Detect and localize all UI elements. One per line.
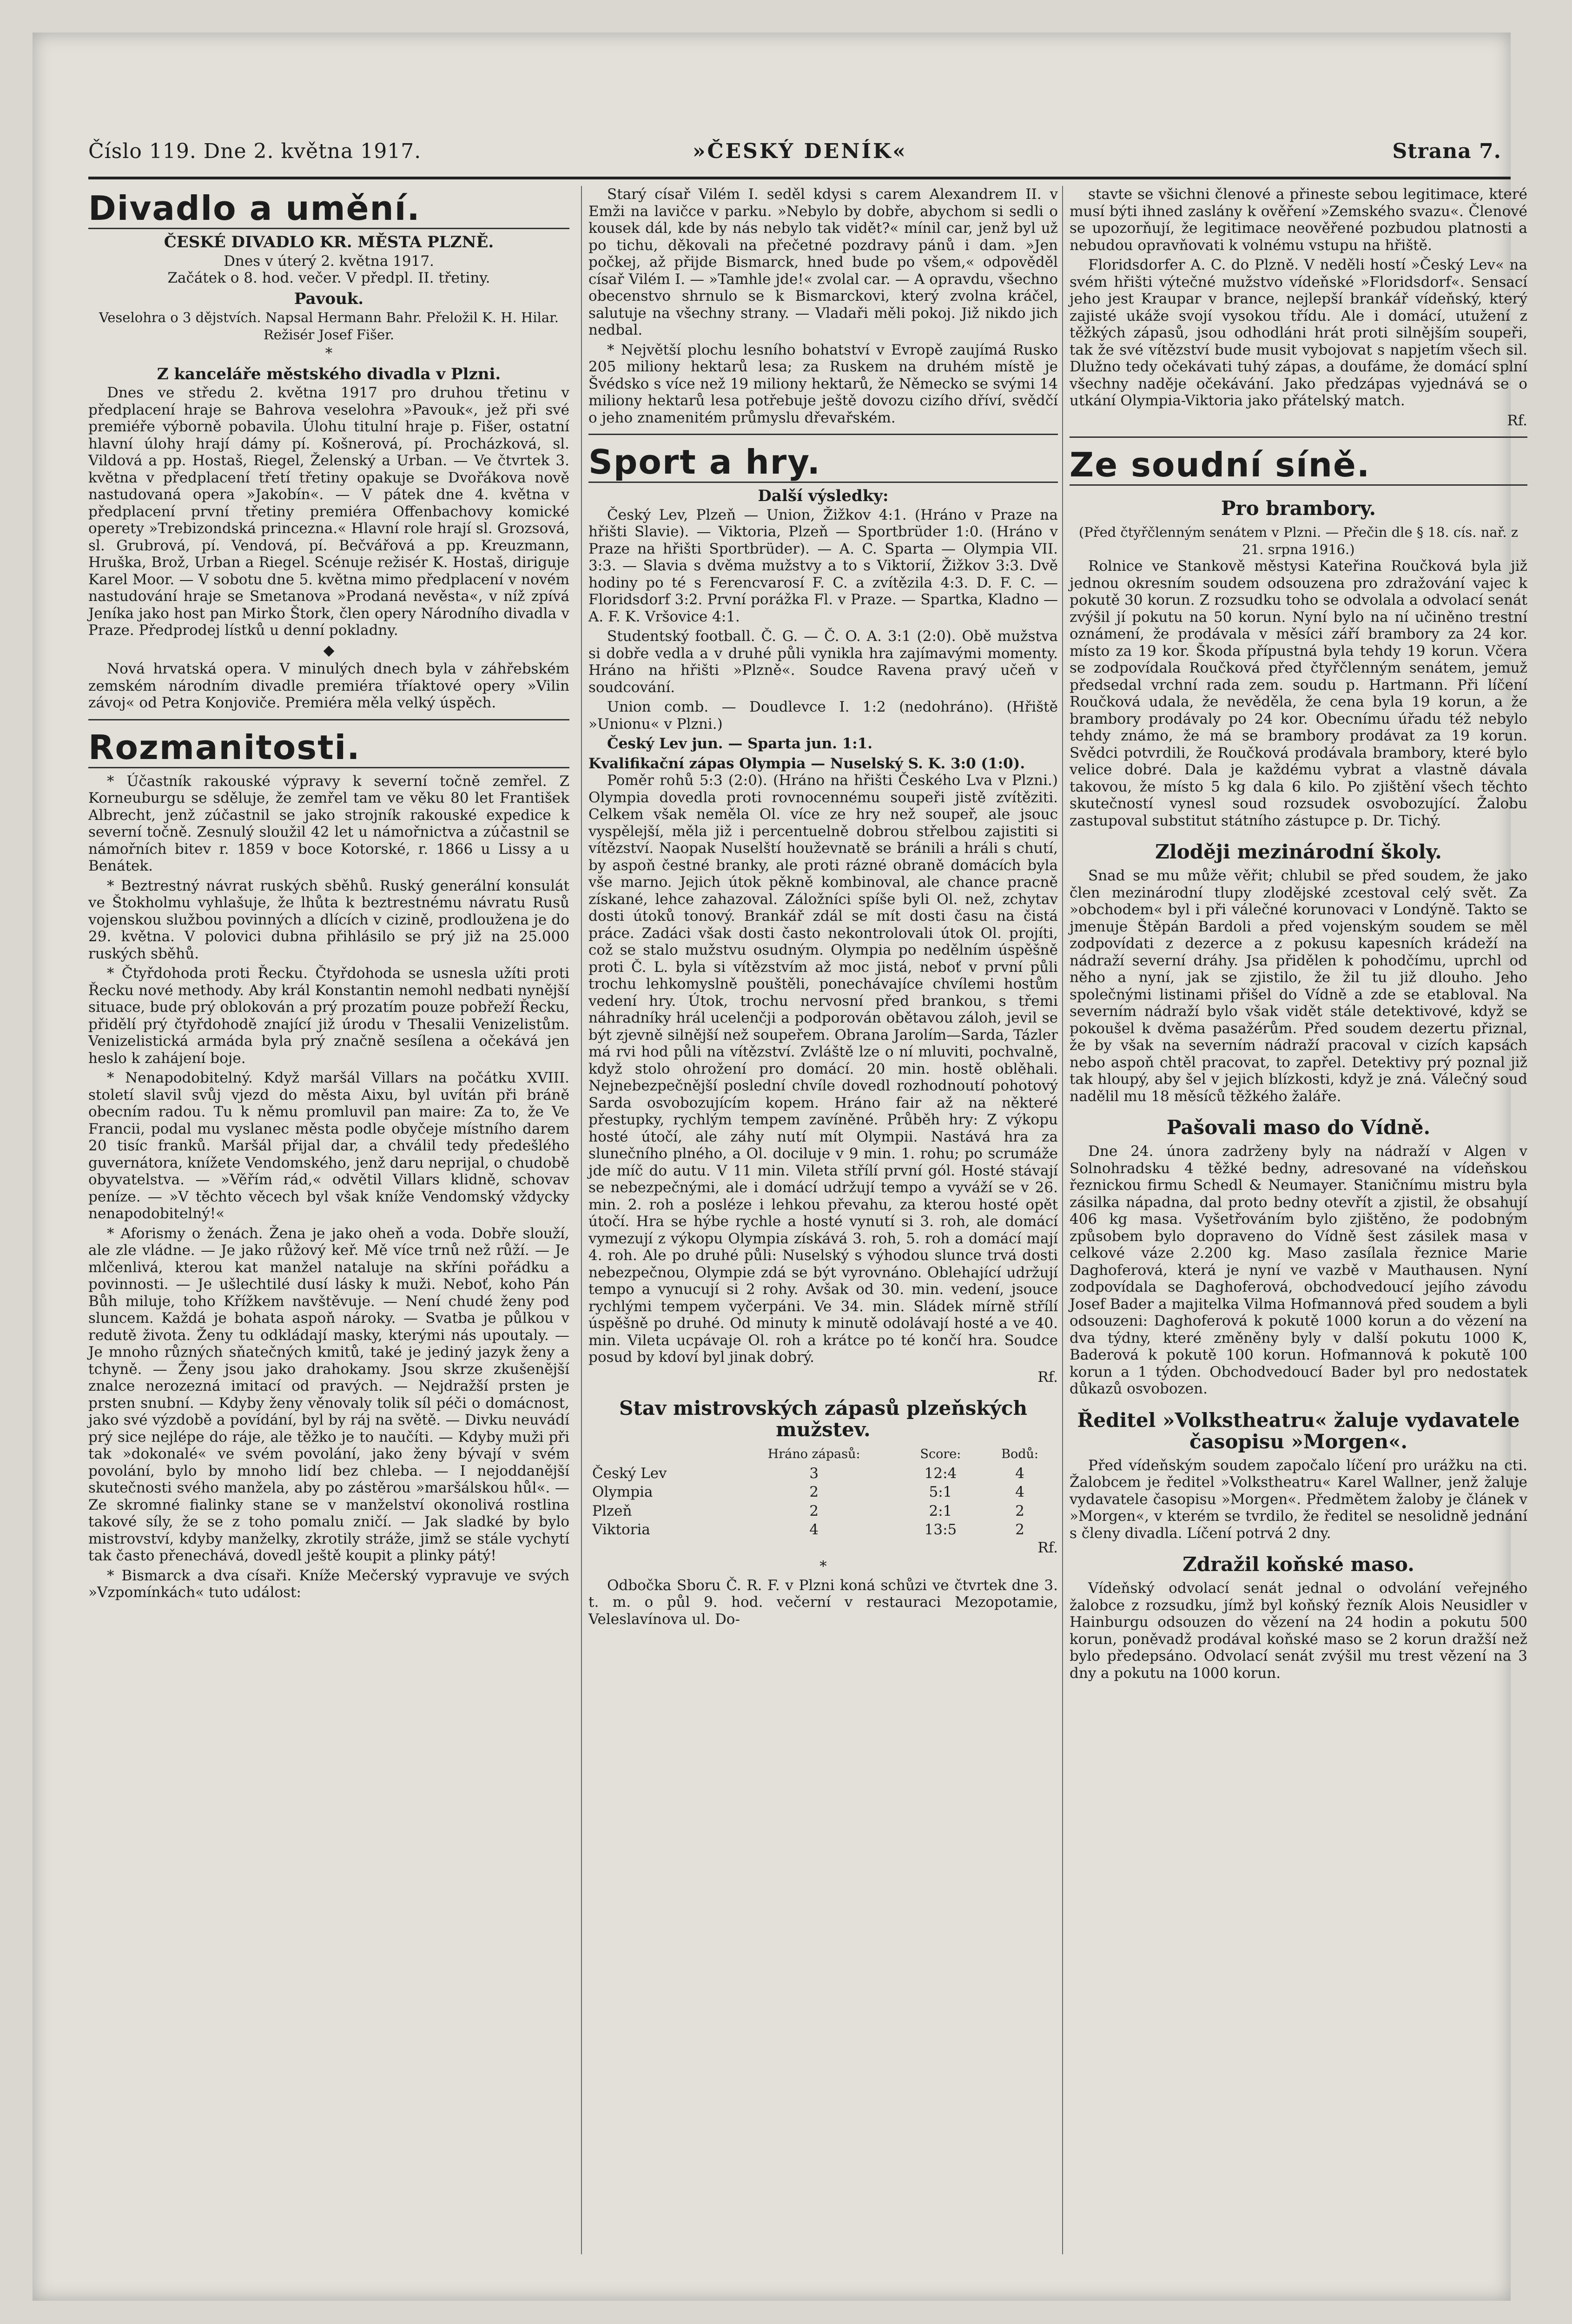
newspaper-title: »ČESKÝ DENÍK« [693,139,907,163]
issue-info: Číslo 119. Dne 2. května 1917. [88,139,422,163]
table-row [588,1502,1058,1521]
match-heading: Kvalifikační zápas Olympia — Nuselský S. K. 3:0 (1:0). [588,755,1025,772]
section-heading-theatre: Divadlo a umění. [88,189,569,229]
divider [1070,436,1527,438]
opera-text: Nová hrvatská opera. V minulých dnech byla v záhřebském zemském národním divadle premiéra tříaktové opery »Vilin závoj« od Petra Konjoviče. Premiéra měla velký úspěch. [88,660,569,711]
article-subheading: (Před čtyřčlenným senátem v Plzni. — Přečin dle § 18. cís. nař. z 21. srpna 1916.) [1078,524,1519,557]
section-heading-misc: Rozmanitosti. [88,728,569,768]
column-2 [581,186,1058,2254]
continued-text: Starý císař Vilém I. seděl kdysi s carem Alexandrem II. v Emži na lavičce v parku. »Nebylo by dobře, abychom si sedli o kousek dál, kde by nás nebylo tak vidět?« mínil car, jenž byl už po tichu, děkovali na přečetné pozdravy pánů i dam. »Jen počkej, až přijde Bismarck, hned bude po všem,« odpověděl císař Vilém I. — »Tamhle jde!« zvolal car. — A opravdu, všechno obecenstvo shrnulo se k Bismarckovi, který zvolna kráčel, salutuje na všechny strany. — Vladaři měli pokoj. Již nikdo jich nedbal. [588,186,1058,338]
score: 2:1 [929,1502,952,1519]
theatre-subheading: ČESKÉ DIVADLO KR. MĚSTA PLZNĚ. [164,233,494,251]
column-1 [88,186,569,2254]
misc-item: * Beztrestný návrat ruských sběhů. Ruský generální konsulát ve Štokholmu vyhlašuje, že lhůta k beztrestnému návratu Rusů vojenskou službou povinných a dlících v cizině, prodloužena je do 29. května. V polovici dubna přihlásilo se prý již na 25.000 ruských sběhů. [88,877,569,962]
separator-star: * [325,345,333,362]
column-header: Score: [920,1447,961,1461]
play-title: Pavouk. [294,289,364,308]
column-header [588,1445,729,1464]
play-credits: Veselohra o 3 dějstvích. Napsal Hermann Bahr. Přeložil K. H. Hilar. Režisér Josef Fišer. [99,310,559,343]
points: 4 [1015,1484,1024,1500]
games-played: 4 [809,1521,819,1538]
signature: Rf. [1507,412,1527,429]
section-heading-court: Ze soudní síně. [1070,445,1527,486]
masthead [88,125,1511,179]
table-row [588,1464,1058,1483]
separator-star: * [819,1558,827,1575]
article-heading: Zdražil koňské maso. [1182,1553,1414,1576]
standings-heading: Stav mistrovských zápasů plzeňských mužstev. [619,1397,1027,1441]
article-heading: Pro brambory. [1221,497,1376,520]
match-report: Poměr rohů 5:3 (2:0). (Hráno na hřišti Českého Lva v Plzni.) Olympia dovedla proti rovnocennému soupeři jistě zvítěziti. Celkem však neměla Ol. více ze hry než soupeř, ale jsouc vyspělejší, měla již i percentuelně dobrou střelbou zajistiti si vítězství. Naopak Nuselští houževnatě se bránili a hráli s chutí, by aspoň čestné branky, ale proti rázné obraně domácích byla vše marno. Jejich útok pěkně kombinoval, ale chance pracně získané, lehce zahazoval. Záložníci spíše byli Ol. než, zchytav dosti útoků tonový. Brankář zdál se mít dosti času na čistá práce. Zadáci však dosti často nekontrolovali útok Ol. projíti, což se stalo mužstvu osudným. Olympia po nedělním úspěšně proti Č. L. byla si vítězstvím až moc jistá, neboť v první půli trochu lehkomyslně pouštěli, ponechávajíce chvílemi hostům vedení hry. Útok, trochu nervosní před brankou, s třemi náhradníky hrál ucelenčji a podporován obětavou záloh, jevil se být zjevně silnější než soupeřem. Obrana Jarolím—Sarda, Tázler má rvi hod půli na vítězství. Zvláště lze o ní mluviti, pochvalně, když stolo ohrožení pro domácí. 20 min. hostě oblěhali. Nejnebezpečnější poslední chvíle dovedl rozhodnoutí pohotový Sarda osvobozujícím kopem. Hráno fair až na některé přestupky, rychlým tempem zavíněné. Průběh hry: Z výkopu hosté útočí, ale záhy nutí mít Olympii. Nastává hra za slunečního plného, a Ol. dociluje v 9 min. 1. rohu; po scrumáže jde míč do autu. V 11 min. Vileta střílí první gól. Hosté stávají se nebezpečnými, ale i domácí udržují tempo a vyváží se v 26. min. 2. roh a posléze i lehkou převahu, za kterou hosté opět útočí. Hra se hýbe rychle a hosté vynutí si 3. roh, ale domácí vymezují z výkopu Olympia získává 3. roh, 5. roh a domácí mají 4. roh. Ale po druhé půli: Nuselský s výhodou slunce trvá dosti nebezpečnou, Olympie zdá se být vyrovnáno. Oblehající udržují tempo a vynucují si 2 rohy. Avšak od 30. min. vedení, jsouce rychlými tempem vyčerpáni. Ve 34. min. Sládek mírně střílí úspěšně po druhé. Od minuty k minutě odolávají hosté a ve 40. min. Vileta ucpávaje Ol. roh a krátce po té končí hra. Soudce posud by kdoví byl jinak dobrý. [588,772,1058,1366]
points: 2 [1015,1521,1024,1538]
misc-item: * Účastník rakouské výpravy k severní točně zemřel. Z Korneuburgu se sděluje, že zemřel tam ve věku 80 let František Albrecht, jenž zúčastnil se jako strojník rakouské expedice k severní točně. Zesnulý sloužil 42 let u námořnictva a zúčastnil se námořních bitev r. 1859 v boce Kotorské, r. 1866 u Lissy a u Benátek. [88,772,569,874]
separator-star: ◆ [323,641,335,659]
signature: Rf. [1037,1539,1058,1556]
signature: Rf. [1037,1368,1058,1386]
team-name: Plzeň [592,1502,632,1519]
games-played: 2 [809,1484,819,1500]
continued-text: stavte se všichni členové a přineste sebou legitimace, které musí býti ihned zaslány k ověření »Zemského svazu«. Členové se upozorňují, že legitimace neověřené pozbudou platnosti a nebudou opravňovati k volnému vstupu na hřiště. [1070,186,1527,254]
score: 12:4 [924,1465,957,1482]
misc-item: * Nenapodobitelný. Když maršál Villars na počátku XVIII. století slavil svůj vjezd do města Aixu, byl uvítán při bráně obecním radou. Tu k němu promluvil pan maire: Za to, že Ve Francii, podal mu vyslanec města podle obyčeje místního darem 20 tisíc franků. Maršál přijal dar, a chválil tedy předešlého guvernátora, knížete Vendomského, jenž daru neprijal, o chudobě obyvatelstva. — »Věřím rád,« odvětil Villars klidně, schovav peníze. — »V těchto věcech byl však kníže Vendomský vždycky nenapodobitelný!« [88,1070,569,1222]
section-heading-sport: Sport a hry. [588,442,1058,483]
misc-item: * Aforismy o ženách. Žena je jako oheň a voda. Dobře slouží, ale zle vládne. — Je jako růžový keř. Mě více trnů než růží. — Je mlčenlivá, kterou kat manžel nataluje na skříni pořádku a povinnosti. — Je ušlechtilé dusí lásky k muži. Neboť, koho Pán Bůh miluje, toho Křížkem navštěvuje. — Není chudé ženy pod sluncem. Každá je bohata aspoň nároky. — Svatba je půlkou v redutě života. Ženy tu odkládají masky, kterými nás upoutaly. — Je mnoho různých sňatečných kmitů, také je jediný jazyk ženy a tchyně. — Ženy jsou jako drahokamy. Jsou skrze zkušenější znalce nerozezná imitací od pravých. — Nejdražší prsten je prsten snubní. — Kdyby ženy věnovaly tolik síl péči o domácnost, jako své výzdobě a povídání, byl by ráj na světě. — Divku neuvádí prý sice nejlépe do ráje, ale těžko je to naučíti. — Kdyby muži při tak »dokonalé« ve svém povolání, jako ženy bývají v svém povolání, bylo by mnoho lidí bez chleba. — I nejoddanější skutečnosti svého manžela, aby po zástěrou »maršálskou hůl«. — Ze skromné fialinky stane se v manželství okonolivá rostlina takové síly, že se z toho pomalu zničí. — Jak sladké by bylo mistrovství, kdyby manželky, zkrotily stráže, jimž se stále vychytí tak často přenechává, dovedl ještě koupit a plinky pátý! [88,1225,569,1564]
results-text: Český Lev, Plzeň — Union, Žižkov 4:1. (Hráno v Praze na hřišti Slavie). — Viktoria, Plzeň — Sportbrüder 1:0. (Hráno v Praze na hřišti Sportbrüder). — A. C. Sparta — Olympia VII. 3:3. — Slavia s dvěma mužstvy a to s Viktorií, Žižkov 3:3. Dvě hodiny po té s Ferencvarosí F. C. a zvítězila 4:3. D. F. C. — Floridsdorf 3:2. První porážka Fl. v Praze. — Spartka, Kladno — A. F. K. Vršovice 4:1. [588,506,1058,625]
team-name: Olympia [592,1484,653,1500]
score: 5:1 [929,1484,952,1500]
article-text: Snad se mu může věřit; chlubil se před soudem, že jako člen mezinárodní tlupy zlodějské zcestoval celý svět. Za »obchodem« byl i při válečné korunovaci v Londýně. Takto se jmenuje Štěpán Bardoli a před vojenským soudem se měl zodpovídati z dezerce a z pokusu kapesních krádeží na nádraží severní dráhy. Jsa přidělen k pohodčímu, uprchl od něho a nyní, jak se zjistilo, že žil tu již dlouho. Jeho společnými listinami přišel do Vídně a zde se etabloval. Na severním nádraží bylo však vidět stále detektivové, když se pokoušel k dvěma pasažérům. Před soudem dezertu přiznal, že by však na severním nádraží pracoval v cizích kapsách nebo aspoň chtěl pracovat, to zapřel. Detektivy prý poznal již tak hloupý, aby šel v jejich blízkosti, když je zná. Válečný soud nadělil mu 18 měsíců těžkého žaláře. [1070,867,1527,1105]
theatre-time: Začátek o 8. hod. večer. V předpl. II. třetiny. [167,270,490,286]
match-report: Union comb. — Doudlevce I. 1:2 (nedohráno). (Hřiště »Unionu« v Plzni.) [588,699,1058,733]
table-header-row [588,1445,1058,1464]
office-heading: Z kanceláře městského divadla v Plzni. [157,364,501,383]
score: 13:5 [924,1521,957,1538]
team-name: Český Lev [592,1465,667,1482]
match-report: Studentský football. Č. G. — Č. O. A. 3:1 (2:0). Obě mužstva si dobře vedla a v druhé půli vynikla hra zajímavými momenty. Hráno na hřišti »Plzně«. Soudce Ravena pravý učeň v soudcování. [588,628,1058,696]
page-number: Strana 7. [1392,139,1501,163]
match-report: Český Lev jun. — Sparta jun. 1:1. [607,735,873,752]
office-text: Dnes ve středu 2. května 1917 pro druhou třetinu v předplacení hraje se Bahrova veselohra »Pavouk«, jež při své premiéře výborně pobavila. Úlohu titulní hraje p. Fišer, ostatní hlavní úlohy hrají dámy pí. Košnerová, pí. Procházková, sl. Vildová a pp. Hostaš, Riegel, Želenský a Urban. — Ve čtvrtek 3. května v předplacení třetí třetiny opakuje se Dvořákova nově nastudovaná opera »Jakobín«. — V pátek dne 4. května v předplacení první třetiny premiéra Offenbachovy komické operety »Trebizondská princezna.« Hlavní role hrají sl. Grozsová, sl. Grubrová, pí. Vendová, pí. Bečvářová a pp. Kreuzmann, Hruška, Brož, Urban a Riegel. Scénuje režisér K. Hostaš, diriguje Karel Moor. — V sobotu dne 5. května mimo předplacení v novém nastudování hraje se Smetanova »Prodaná nevěsta«, v níž zpívá Jeníka jako host pan Mirko Štork, člen opery Národního divadla v Praze. Předprodej lístků u denní pokladny. [88,384,569,639]
divider [88,719,569,720]
table-row [588,1520,1058,1539]
points: 4 [1015,1465,1024,1482]
misc-item: * Čtyřdohoda proti Řecku. Čtyřdohoda se usnesla užíti proti Řecku nové methody. Aby král Konstantin nemohl nedbati nynější situace, bude prý oblokován a prý prozatím pouze pobřeží Řecku, přidělí prý čtyřdohodě znající již úrodu v Thesalii Venizelistům. Venizelistická armáda byla prý značně sesílena a očekává jen heslo k zahájení boje. [88,965,569,1067]
results-heading: Další výsledky: [758,487,889,505]
newspaper-page [33,33,1527,2301]
forest-text: * Největší plochu lesního bohatství v Evropě zaujímá Rusko 205 miliony hektarů lesa; za Ruskem na druhém místě je Švédsko s více než 19 miliony hektarů, že Německo se svými 14 miliony hektarů lesa potřebuje ještě dovozu cizího dříví, svědčí o jeho znamenitém průmyslu dřevařském. [588,341,1058,426]
games-played: 3 [809,1465,819,1482]
team-name: Viktoria [592,1521,650,1538]
article-text: Před vídeňským soudem započalo líčení pro urážku na cti. Žalobcem je ředitel »Volkstheatru« Karel Wallner, jenž žaluje vydavatele časopisu »Morgen«. Předmětem žaloby je článek v »Morgen«, v kterém se tvrdilo, že ředitel se nesolidně jednání s členy divadla. Líčení potrvá 2 dny. [1070,1457,1527,1542]
floridsdorfer-text: Floridsdorfer A. C. do Plzně. V neděli hostí »Český Lev« na svém hřišti výtečné mužstvo vídeňské »Floridsdorf«. Sensací jeho jest Kraupar v brance, nejlepší brankář vídeňský, který zajisté ukáže svojí vysokou třídu. Ale i domácí, utužení z těžkých zápasů, jsou odhodláni hrát proti silnějším soupeři, tak že své vítězství bude musit vybojovat s napjetím všech sil. Dlužno tedy očekávati tuhý zápas, a doufáme, že domácí splní všechny naděje očekávání. Jako předzápas vyjednává se o utkání Olympia-Viktoria jako přátelský match. [1070,257,1527,409]
club-notice: Odbočka Sboru Č. R. F. v Plzni koná schůzi ve čtvrtek dne 3. t. m. o půl 9. hod. večerní v restauraci Mezopotamie, Veleslavínova ul. Do- [588,1577,1058,1628]
article-text: Dne 24. února zadrženy byly na nádraží v Algen v Solnohradsku 4 těžké bedny, adresované na vídeňskou řeznickou firmu Schedl & Neumayer. Staničnímu mistru byla zásilka nápadna, dal proto bedny otevřít a zjistil, že obsahují 406 kg masa. Vyšetřováním bylo zjištěno, že podobným způsobem bylo dopraveno do Vídně šest zásilek masa v celkové váze 2.200 kg. Maso zasílala řeznice Marie Daghoferová, která je nyní ve vazbě v Mauthausen. Nyní zodpovídala se Daghoferová, obchodvedoucí jejího závodu Josef Bader a majitelka Vilma Hofmannová před soudem a byli odsouzeni: Daghoferová k pokutě 1000 korun a do vězení na dva týdny, které změněny byly v další pokutu 1000 K, Baderová k pokutě 100 korun. Hofmannová k pokutě 100 korun a 1 týden. Obchodvedoucí Bader byl pro nedostatek důkazů osvobozen. [1070,1143,1527,1397]
table-row [588,1483,1058,1502]
games-played: 2 [809,1502,819,1519]
standings-table [588,1445,1058,1539]
column-header: Bodů: [1001,1447,1039,1461]
article-heading: Zloději mezinárodní školy. [1155,840,1442,863]
article-heading: Ředitel »Volkstheatru« žaluje vydavatele časopisu »Morgen«. [1077,1408,1520,1453]
article-heading: Pašovali maso do Vídně. [1166,1116,1431,1139]
column-header: Hráno zápasů: [767,1447,860,1461]
column-3 [1062,186,1527,2254]
article-text: Rolnice ve Stankově městysi Kateřina Roučková byla již jednou okresním soudem odsouzena pro zdražování vajec k pokutě 30 korun. Z rozsudku toho se odvolala a odvolací senát zvýšil jí pokutu na 50 korun. Nyní bylo na ní učiněno trestní oznámení, že prodávala v měsíci září brambory za 24 kor. místo za 19 kor. Škoda přípustná byla tehdy 19 korun. Včera se zodpovídala Roučková před čtyřčlenným senátem, jemuž předsedal vrchní rada zem. soudu p. Hartmann. Při líčení Roučková udala, že nevěděla, že cena byla 19 korun, a že brambory prodávaly po 24 kor. Obecnímu úřadu též nebylo tehdy známo, že má se brambory prodávat za 19 korun. Svědci potvrdili, že Roučková prodávala brambory, které bylo velice dobré. Dala je každému vybrat a vlastně dávala takovou, že místo 5 kg dala 6 kilo. Po zjištění všech těchto skutečností vynesl soud rozsudek osvobozující. Žalobu zastupoval substitut státního zástupce p. Dr. Tichý. [1070,558,1527,829]
misc-item: * Bismarck a dva císaři. Kníže Mečerský vypravuje ve svých »Vzpomínkách« tuto událost: [88,1567,569,1601]
divider [588,434,1058,435]
points: 2 [1015,1502,1024,1519]
theatre-date: Dnes v úterý 2. května 1917. [224,252,434,270]
article-text: Vídeňský odvolací senát jednal o odvolání veřejného žalobce z rozsudku, jímž byl koňský řezník Alois Neusidler v Hainburgu odsouzen do vězení na 24 hodin a pokutu 500 korun, poněvadž prodával koňské maso se 2 korun dražší než bylo předepsáno. Odvolací senát zvýšil mu trest vězení na 3 dny a pokutu na 1000 korun. [1070,1580,1527,1682]
